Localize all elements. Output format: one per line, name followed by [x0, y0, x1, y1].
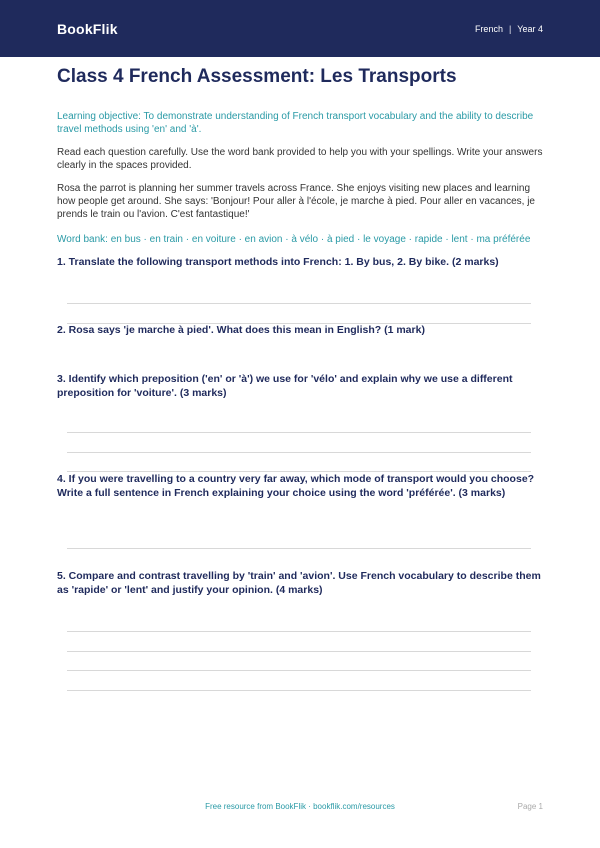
question-4 [57, 472, 543, 500]
header-bar [0, 0, 600, 57]
word-bank: Word bank: en bus · en train · en voiture · en avion · à vélo · à pied · le voyage · rapide · lent · ma préférée [57, 234, 531, 245]
question-text: 3. Identify which preposition ('en' or 'à') we use for 'vélo' and explain why we use a different preposition for 'voiture'. (3 marks) [57, 373, 513, 399]
answer-line[interactable] [67, 303, 531, 304]
answer-line[interactable] [67, 548, 531, 549]
question-text: 5. Compare and contrast travelling by 'train' and 'avion'. Use French vocabulary to describe them as 'rapide' or 'lent' and justify your opinion. (4 marks) [57, 570, 541, 596]
answer-line[interactable] [67, 452, 531, 453]
subject-label: French [474, 23, 503, 34]
footer-resource-link[interactable]: Free resource from BookFlik · bookflik.com/resources [205, 802, 395, 811]
header-separator: | [508, 23, 512, 34]
answer-line[interactable] [67, 651, 531, 652]
question-5 [57, 569, 543, 597]
answer-line[interactable] [67, 690, 531, 691]
intro-section [57, 66, 543, 246]
header-meta [475, 24, 543, 34]
brand-logo[interactable]: BookFlik [57, 20, 118, 37]
year-label: Year 4 [517, 23, 543, 34]
instructions-text: Read each question carefully. Use the word bank provided to help you with your spellings. Write your answers clearly in the spaces provided. [57, 147, 543, 171]
learning-objective: Learning objective: To demonstrate understanding of French transport vocabulary and the ability to describe travel methods using 'en' and 'à'. [57, 111, 534, 135]
answer-line[interactable] [67, 631, 531, 632]
question-text: 4. If you were travelling to a country very far away, which mode of transport would you choose? Write a full sentence in French explaining your choice using the word 'préférée'. (3 marks) [57, 473, 535, 499]
answer-line[interactable] [67, 432, 531, 433]
question-1 [57, 255, 543, 269]
answer-line[interactable] [67, 670, 531, 671]
question-text: 1. Translate the following transport methods into French: 1. By bus, 2. By bike. (2 marks) [57, 256, 499, 268]
story-text: Rosa the parrot is planning her summer travels across France. She enjoys visiting new places and learning how people get around. She says: 'Bonjour! Pour aller à l'école, je marche à pied. Pour aller en vacances, je prends le train ou l'avion. C'est fantastique!' [57, 183, 535, 220]
page-number: Page 1 [517, 802, 543, 811]
question-text: 2. Rosa says 'je marche à pied'. What does this mean in English? (1 mark) [57, 324, 425, 336]
question-2 [57, 323, 543, 337]
question-3 [57, 372, 543, 400]
page-title: Class 4 French Assessment: Les Transports [57, 66, 457, 87]
